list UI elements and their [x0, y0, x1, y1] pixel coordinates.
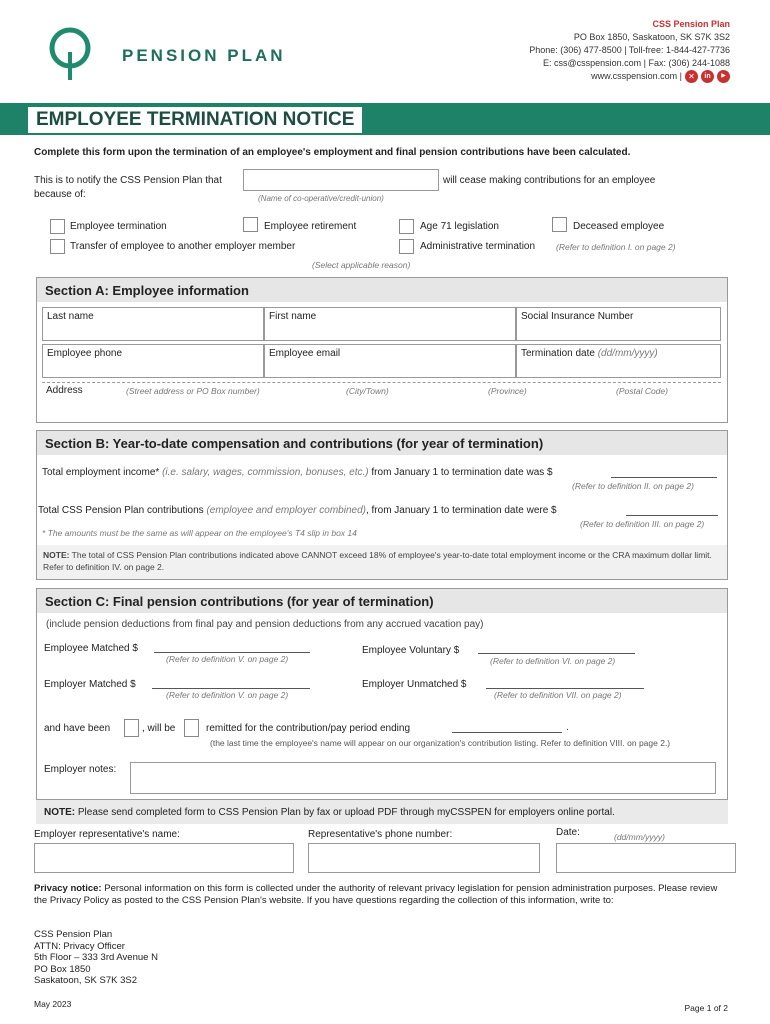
- ref-iii: (Refer to definition III. on page 2): [580, 519, 705, 529]
- section-b-title: Section B: Year-to-date compensation and contributions (for year of termination): [37, 431, 727, 455]
- section-c-subtitle: (include pension deductions from final pay and pension deductions from any accrued vacation pay): [46, 619, 484, 630]
- city-hint: (City/Town): [346, 386, 389, 396]
- contrib-period: , from January 1 to termination date were $: [365, 505, 557, 516]
- reason-admin-ref: (Refer to definition I. on page 2): [556, 242, 676, 252]
- cease-text: will cease making contributions for an employee: [443, 175, 656, 186]
- notify-text: This is to notify the CSS Pension Plan that: [34, 175, 222, 186]
- org-phone: Phone: (306) 477-8500 | Toll-free: 1-844-427-7736: [529, 45, 730, 55]
- will-be-label: , will be: [142, 723, 176, 734]
- org-website[interactable]: www.csspension.com |: [591, 71, 682, 81]
- remitted-label: remitted for the contribution/pay period ending: [206, 723, 411, 734]
- org-email: E: css@csspension.com | Fax: (306) 244-1088: [542, 58, 730, 68]
- reason-age71-label: Age 71 legislation: [420, 221, 499, 232]
- termination-date-field[interactable]: [516, 344, 721, 378]
- address-label: Address: [46, 385, 83, 396]
- employee-email-label: Employee email: [269, 348, 341, 359]
- date-label: Date:: [556, 827, 580, 838]
- revision-date: May 2023: [34, 999, 72, 1009]
- employer-matched-label: Employer Matched $: [44, 679, 136, 690]
- contrib-amount-input[interactable]: [626, 515, 718, 516]
- employee-matched-input[interactable]: [154, 652, 310, 653]
- period-end-dot: .: [566, 722, 569, 733]
- employer-matched-input[interactable]: [152, 688, 310, 689]
- privacy-addr-5: Saskatoon, SK S7K 3S2: [34, 975, 137, 986]
- privacy-text: Personal information on this form is collected under the authority of relevant privacy legislation for pension administration purposes. Please review the Privacy Policy as posted to the CSS Pension Plan's website. If you have questions regarding the collection of this information, write to:: [34, 883, 718, 906]
- have-been-checkbox[interactable]: [124, 719, 139, 737]
- last-name-field[interactable]: [42, 307, 264, 341]
- youtube-icon[interactable]: ▶: [717, 70, 730, 83]
- privacy-addr-4: PO Box 1850: [34, 963, 91, 975]
- submission-note-text: Please send completed form to CSS Pension Plan by fax or upload PDF through myCSSPEN for employers online portal.: [77, 806, 615, 818]
- x-social-icon[interactable]: ✕: [685, 70, 698, 83]
- ref-v-b: (Refer to definition V. on page 2): [166, 690, 289, 700]
- contrib-line: [38, 505, 557, 516]
- section-c-title: Section C: Final pension contributions (for year of termination): [37, 589, 727, 613]
- contact-block: [529, 18, 730, 83]
- because-text: because of:: [34, 189, 86, 200]
- employer-notes-label: Employer notes:: [44, 764, 117, 775]
- reason-retirement-checkbox[interactable]: [243, 217, 258, 232]
- ref-vi: (Refer to definition VI. on page 2): [490, 656, 616, 666]
- postal-hint: (Postal Code): [616, 386, 668, 396]
- last-time-note: (the last time the employee's name will appear on our organization's contribution listing. Refer to definition VIII. on page 2.): [210, 738, 671, 748]
- privacy-address: [34, 929, 158, 987]
- title-banner-label: [28, 107, 362, 133]
- employee-email-field[interactable]: [264, 344, 516, 378]
- section-b-note-label: NOTE:: [43, 550, 70, 560]
- sin-label: Social Insurance Number: [521, 311, 634, 322]
- reason-admin-label: Administrative termination: [420, 241, 536, 252]
- select-hint: (Select applicable reason): [312, 260, 411, 270]
- page-title: EMPLOYEE TERMINATION NOTICE: [36, 109, 355, 130]
- income-line: [42, 467, 553, 478]
- ref-vii: (Refer to definition VII. on page 2): [494, 690, 622, 700]
- contrib-combined: (employee and employer combined): [206, 505, 366, 516]
- sin-field[interactable]: [516, 307, 721, 341]
- reason-termination-label: Employee termination: [70, 221, 167, 232]
- employee-voluntary-input[interactable]: [478, 653, 635, 654]
- coop-name-hint: (Name of co-operative/credit-union): [258, 194, 384, 203]
- first-name-label: First name: [269, 311, 317, 322]
- employer-unmatched-label: Employer Unmatched $: [362, 679, 467, 690]
- privacy-addr-2: ATTN: Privacy Officer: [34, 940, 125, 952]
- date-input[interactable]: [556, 843, 736, 873]
- rep-phone-label: Representative's phone number:: [308, 829, 453, 840]
- termination-date-label: Termination date: [521, 348, 595, 359]
- have-been-label: and have been: [44, 723, 111, 734]
- rep-name-input[interactable]: [34, 843, 294, 873]
- page-number: Page 1 of 2: [684, 1003, 728, 1013]
- rep-name-label: Employer representative's name:: [34, 829, 180, 840]
- section-a-title: Section A: Employee information: [37, 278, 727, 302]
- employee-phone-label: Employee phone: [47, 348, 123, 359]
- ref-v-a: (Refer to definition V. on page 2): [166, 654, 289, 664]
- employee-voluntary-label: Employee Voluntary $: [362, 645, 460, 656]
- reason-deceased-label: Deceased employee: [573, 221, 665, 232]
- employer-unmatched-input[interactable]: [486, 688, 644, 689]
- termination-date-hint: (dd/mm/yyyy): [597, 348, 658, 359]
- logo-text: PENSION PLAN: [122, 46, 286, 65]
- date-hint: (dd/mm/yyyy): [614, 832, 665, 842]
- instruction-text: Complete this form upon the termination of an employee's employment and final pension contributions have been calculated.: [34, 147, 631, 158]
- reason-termination-checkbox[interactable]: [50, 219, 65, 234]
- reason-transfer-label: Transfer of employee to another employer member: [70, 241, 296, 252]
- street-hint: (Street address or PO Box number): [126, 386, 260, 396]
- rep-phone-input[interactable]: [308, 843, 540, 873]
- will-be-checkbox[interactable]: [184, 719, 199, 737]
- income-period: from January 1 to termination date was $: [371, 467, 553, 478]
- privacy-label: Privacy notice:: [34, 883, 102, 894]
- linkedin-icon[interactable]: in: [701, 70, 714, 83]
- reason-admin-checkbox[interactable]: [399, 239, 414, 254]
- submission-note: [36, 800, 728, 824]
- submission-note-label: NOTE:: [44, 806, 76, 818]
- income-example: (i.e. salary, wages, commission, bonuses, etc.): [162, 467, 369, 478]
- contrib-label: Total CSS Pension Plan contributions: [38, 505, 204, 516]
- employee-phone-field[interactable]: [42, 344, 264, 378]
- ref-ii: (Refer to definition II. on page 2): [572, 481, 694, 491]
- section-b-note-text: The total of CSS Pension Plan contributions indicated above CANNOT exceed 18% of employee's year-to-date total employment income or the CRA maximum dollar limit. Refer to definition IV. on page 2.: [43, 550, 712, 572]
- section-b-note: [37, 545, 727, 579]
- reason-retirement-label: Employee retirement: [264, 221, 357, 232]
- income-amount-input[interactable]: [611, 477, 717, 478]
- t4-footnote: * The amounts must be the same as will appear on the employee's T4 slip in box 14: [42, 528, 357, 538]
- reason-transfer-checkbox[interactable]: [50, 239, 65, 254]
- org-name: CSS Pension Plan: [652, 19, 730, 29]
- income-label: Total employment income*: [42, 467, 160, 478]
- first-name-field[interactable]: [264, 307, 516, 341]
- employer-notes-input[interactable]: [130, 762, 716, 794]
- coop-name-input[interactable]: [243, 169, 439, 191]
- period-end-input[interactable]: [452, 732, 562, 733]
- last-name-label: Last name: [47, 311, 94, 322]
- logo: [34, 22, 284, 82]
- privacy-addr-3: 5th Floor – 333 3rd Avenue N: [34, 952, 158, 963]
- org-address: PO Box 1850, Saskatoon, SK S7K 3S2: [573, 32, 730, 42]
- employee-matched-label: Employee Matched $: [44, 643, 138, 654]
- reason-deceased-checkbox[interactable]: [552, 217, 567, 232]
- privacy-notice: [34, 883, 724, 907]
- privacy-addr-1: CSS Pension Plan: [34, 929, 113, 940]
- reason-age71-checkbox[interactable]: [399, 219, 414, 234]
- province-hint: (Province): [488, 386, 527, 396]
